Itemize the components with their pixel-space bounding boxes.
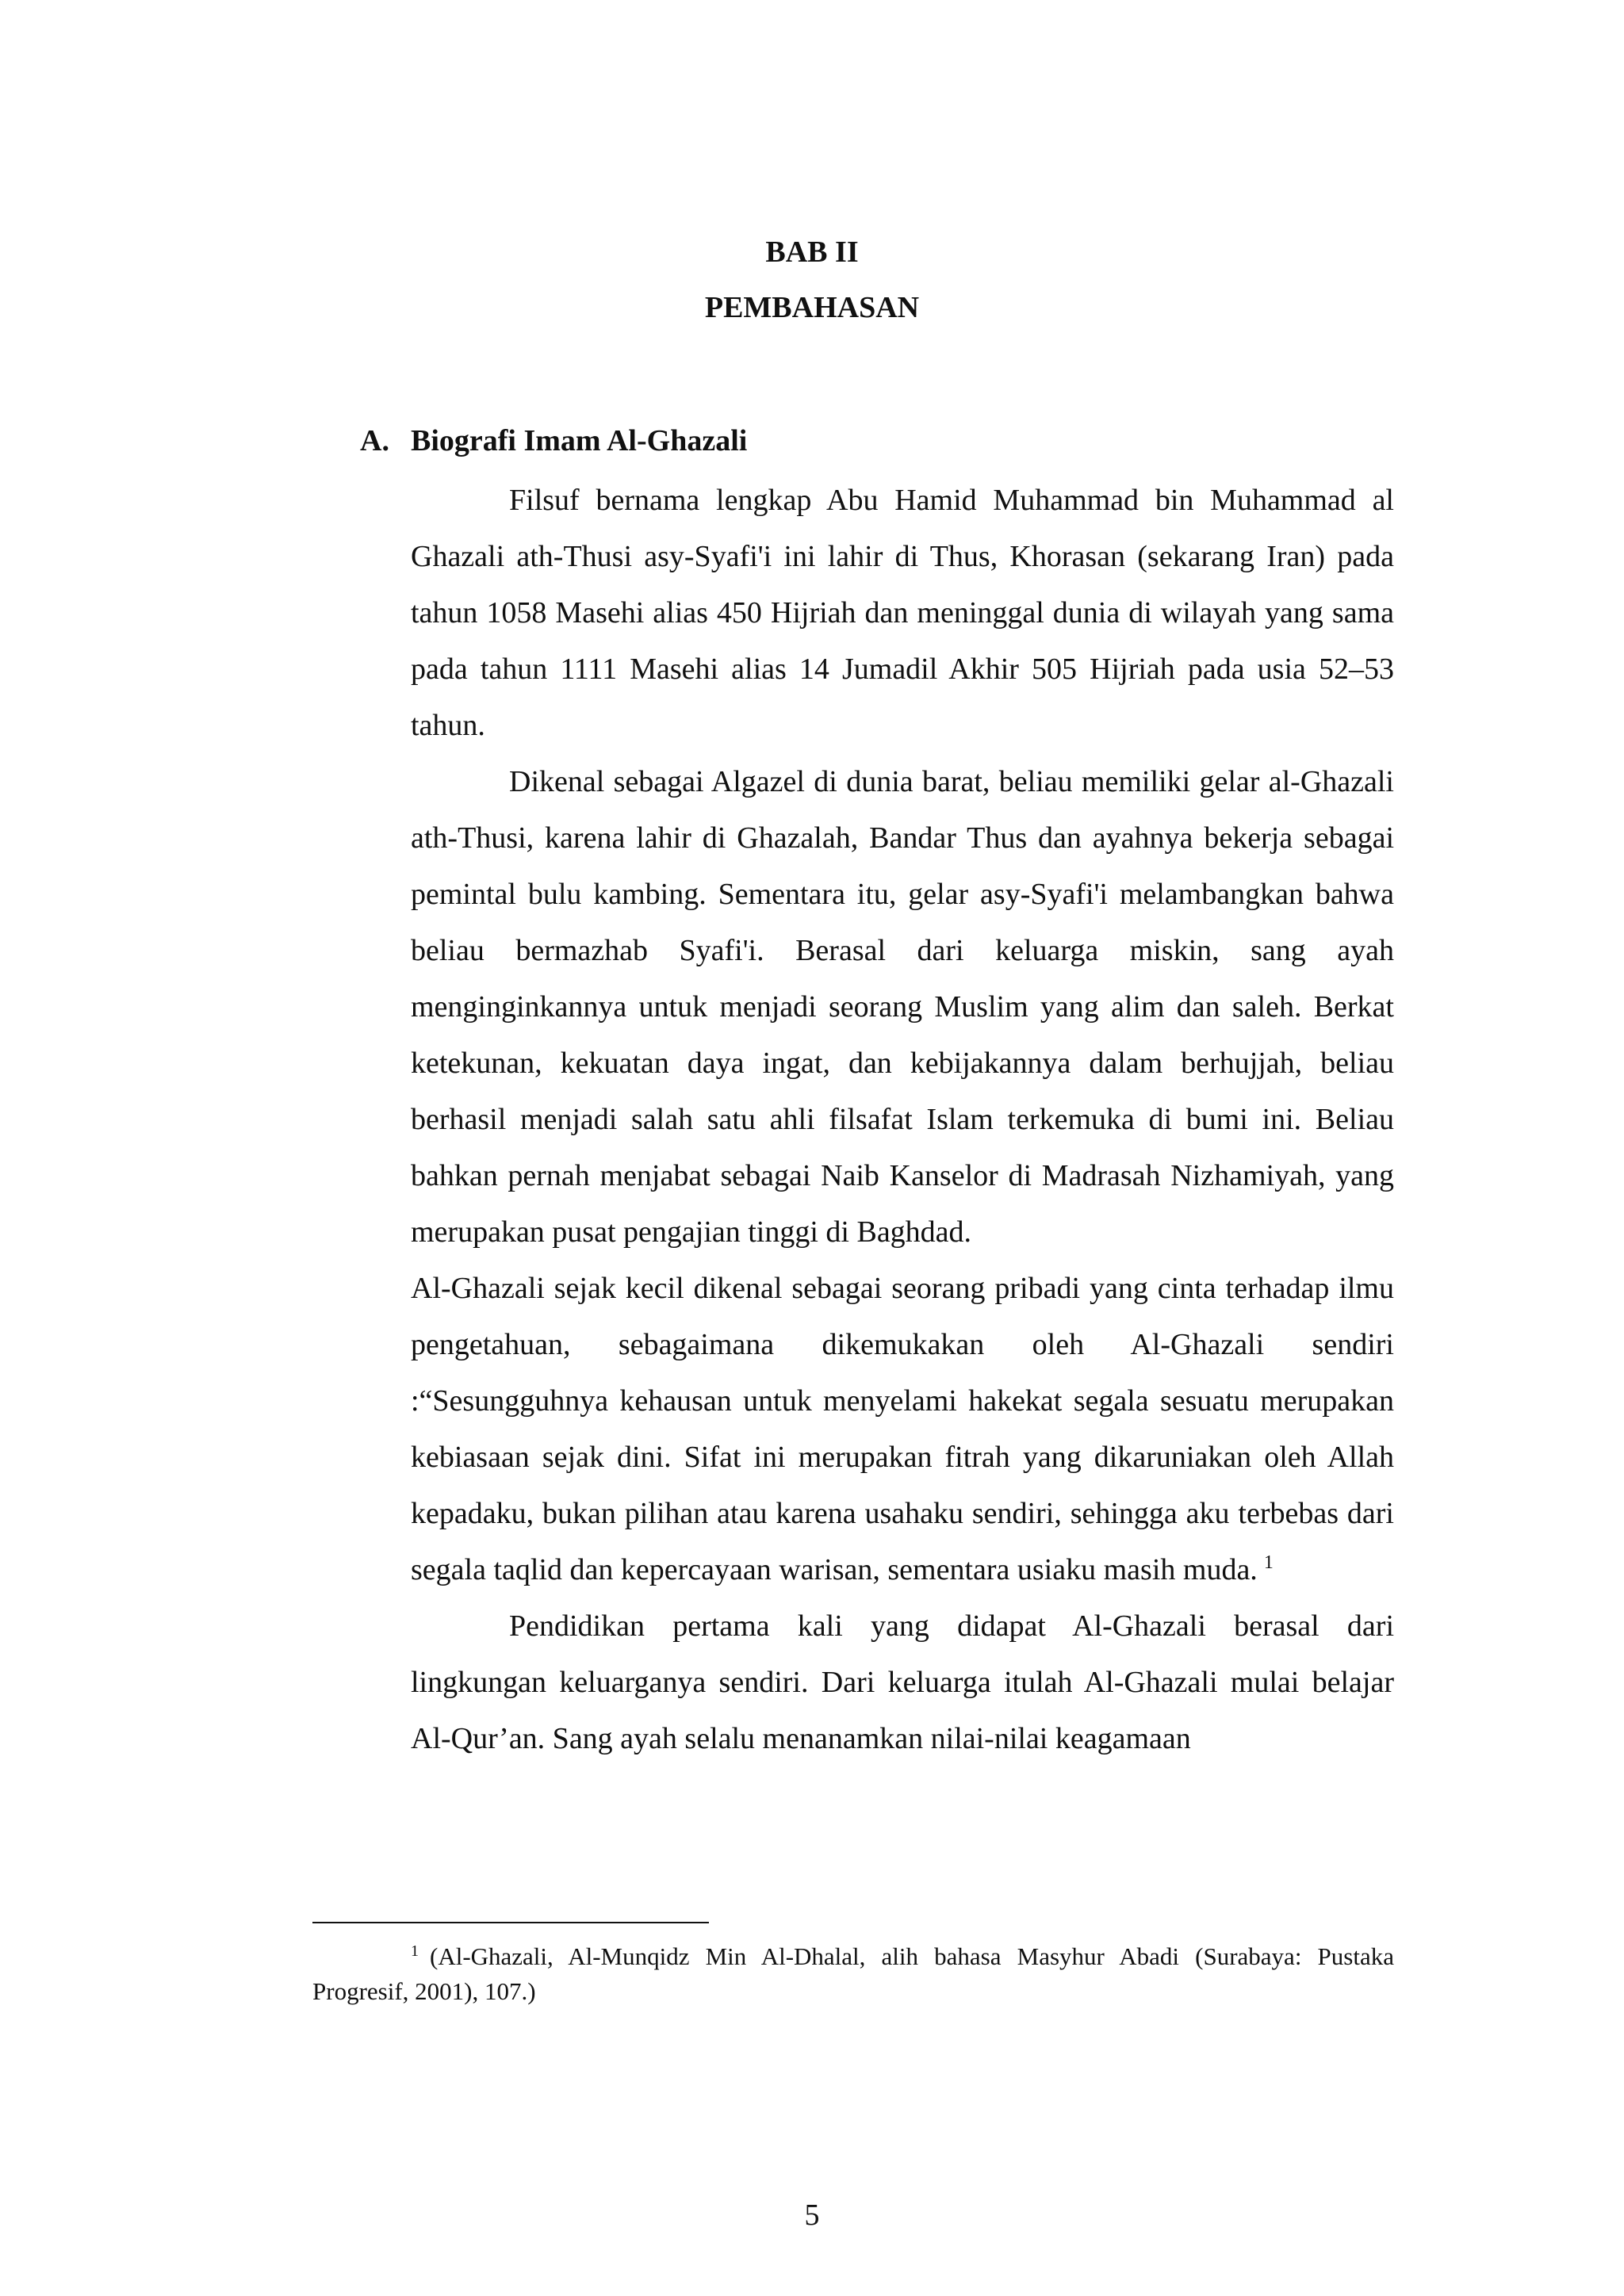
footnote-mark: 1 (411, 1942, 419, 1960)
paragraph-love-of-knowledge (411, 1261, 1394, 1598)
page-number: 5 (804, 2198, 820, 2232)
footnote (312, 1939, 1394, 2009)
footnote-reference[interactable]: 1 (1263, 1552, 1274, 1574)
body-text (411, 473, 1394, 1767)
section-title: Biografi Imam Al-Ghazali (411, 424, 748, 457)
chapter-title: PEMBAHASAN (704, 291, 920, 324)
section-letter: A. (360, 424, 389, 457)
footnote-divider (312, 1922, 709, 1923)
chapter-number: BAB II (765, 235, 859, 269)
paragraph-quote-text: Al-Ghazali sejak kecil dikenal sebagai seorang pribadi yang cinta terhadap ilmu pengetahuan, sebagaimana dikemukakan oleh Al-Ghazali sendiri :“Sesungguhnya kehausan untuk menyelami hakekat segala sesuatu merupakan kebiasaan sejak dini. Sifat ini merupakan fitrah yang dikaruniakan oleh Allah kepadaku, bukan pilihan atau karena usahaku sendiri, sehingga aku terbebas dari segala taqlid dan kepercayaan warisan, sementara usiaku masih muda. (411, 1272, 1394, 1586)
paragraph-titles: Dikenal sebagai Algazel di dunia barat, beliau memiliki gelar al-Ghazali ath-Thusi, karena lahir di Ghazalah, Bandar Thus dan ayahnya bekerja sebagai pemintal bulu kambing. Sementara itu, gelar asy-Syafi'i melambangkan bahwa beliau bermazhab Syafi'i. Berasal dari keluarga miskin, sang ayah menginginkannya untuk menjadi seorang Muslim yang alim dan saleh. Berkat ketekunan, kekuatan daya ingat, dan kebijakannya dalam berhujjah, beliau berhasil menjadi salah satu ahli filsafat Islam terkemuka di bumi ini. Beliau bahkan pernah menjabat sebagai Naib Kanselor di Madrasah Nizhamiyah, yang merupakan pusat pengajian tinggi di Baghdad. (411, 765, 1394, 1249)
paragraph-birth: Filsuf bernama lengkap Abu Hamid Muhammad bin Muhammad al Ghazali ath-Thusi asy-Syafi'i ini lahir di Thus, Khorasan (sekarang Iran) pada tahun 1058 Masehi alias 450 Hijriah dan meninggal dunia di wilayah yang sama pada tahun 1111 Masehi alias 14 Jumadil Akhir 505 Hijriah pada usia 52–53 tahun. (411, 484, 1394, 742)
section-heading (360, 423, 747, 458)
footnote-text: (Al-Ghazali, Al-Munqidz Min Al-Dhalal, alih bahasa Masyhur Abadi (Surabaya: Pustaka Progresif, 2001), 107.) (312, 1942, 1394, 2005)
paragraph-education: Pendidikan pertama kali yang didapat Al-Ghazali berasal dari lingkungan keluarganya sendiri. Dari keluarga itulah Al-Ghazali mulai belajar Al-Qur’an. Sang ayah selalu menanamkan nilai-nilai keagamaan (411, 1609, 1394, 1755)
